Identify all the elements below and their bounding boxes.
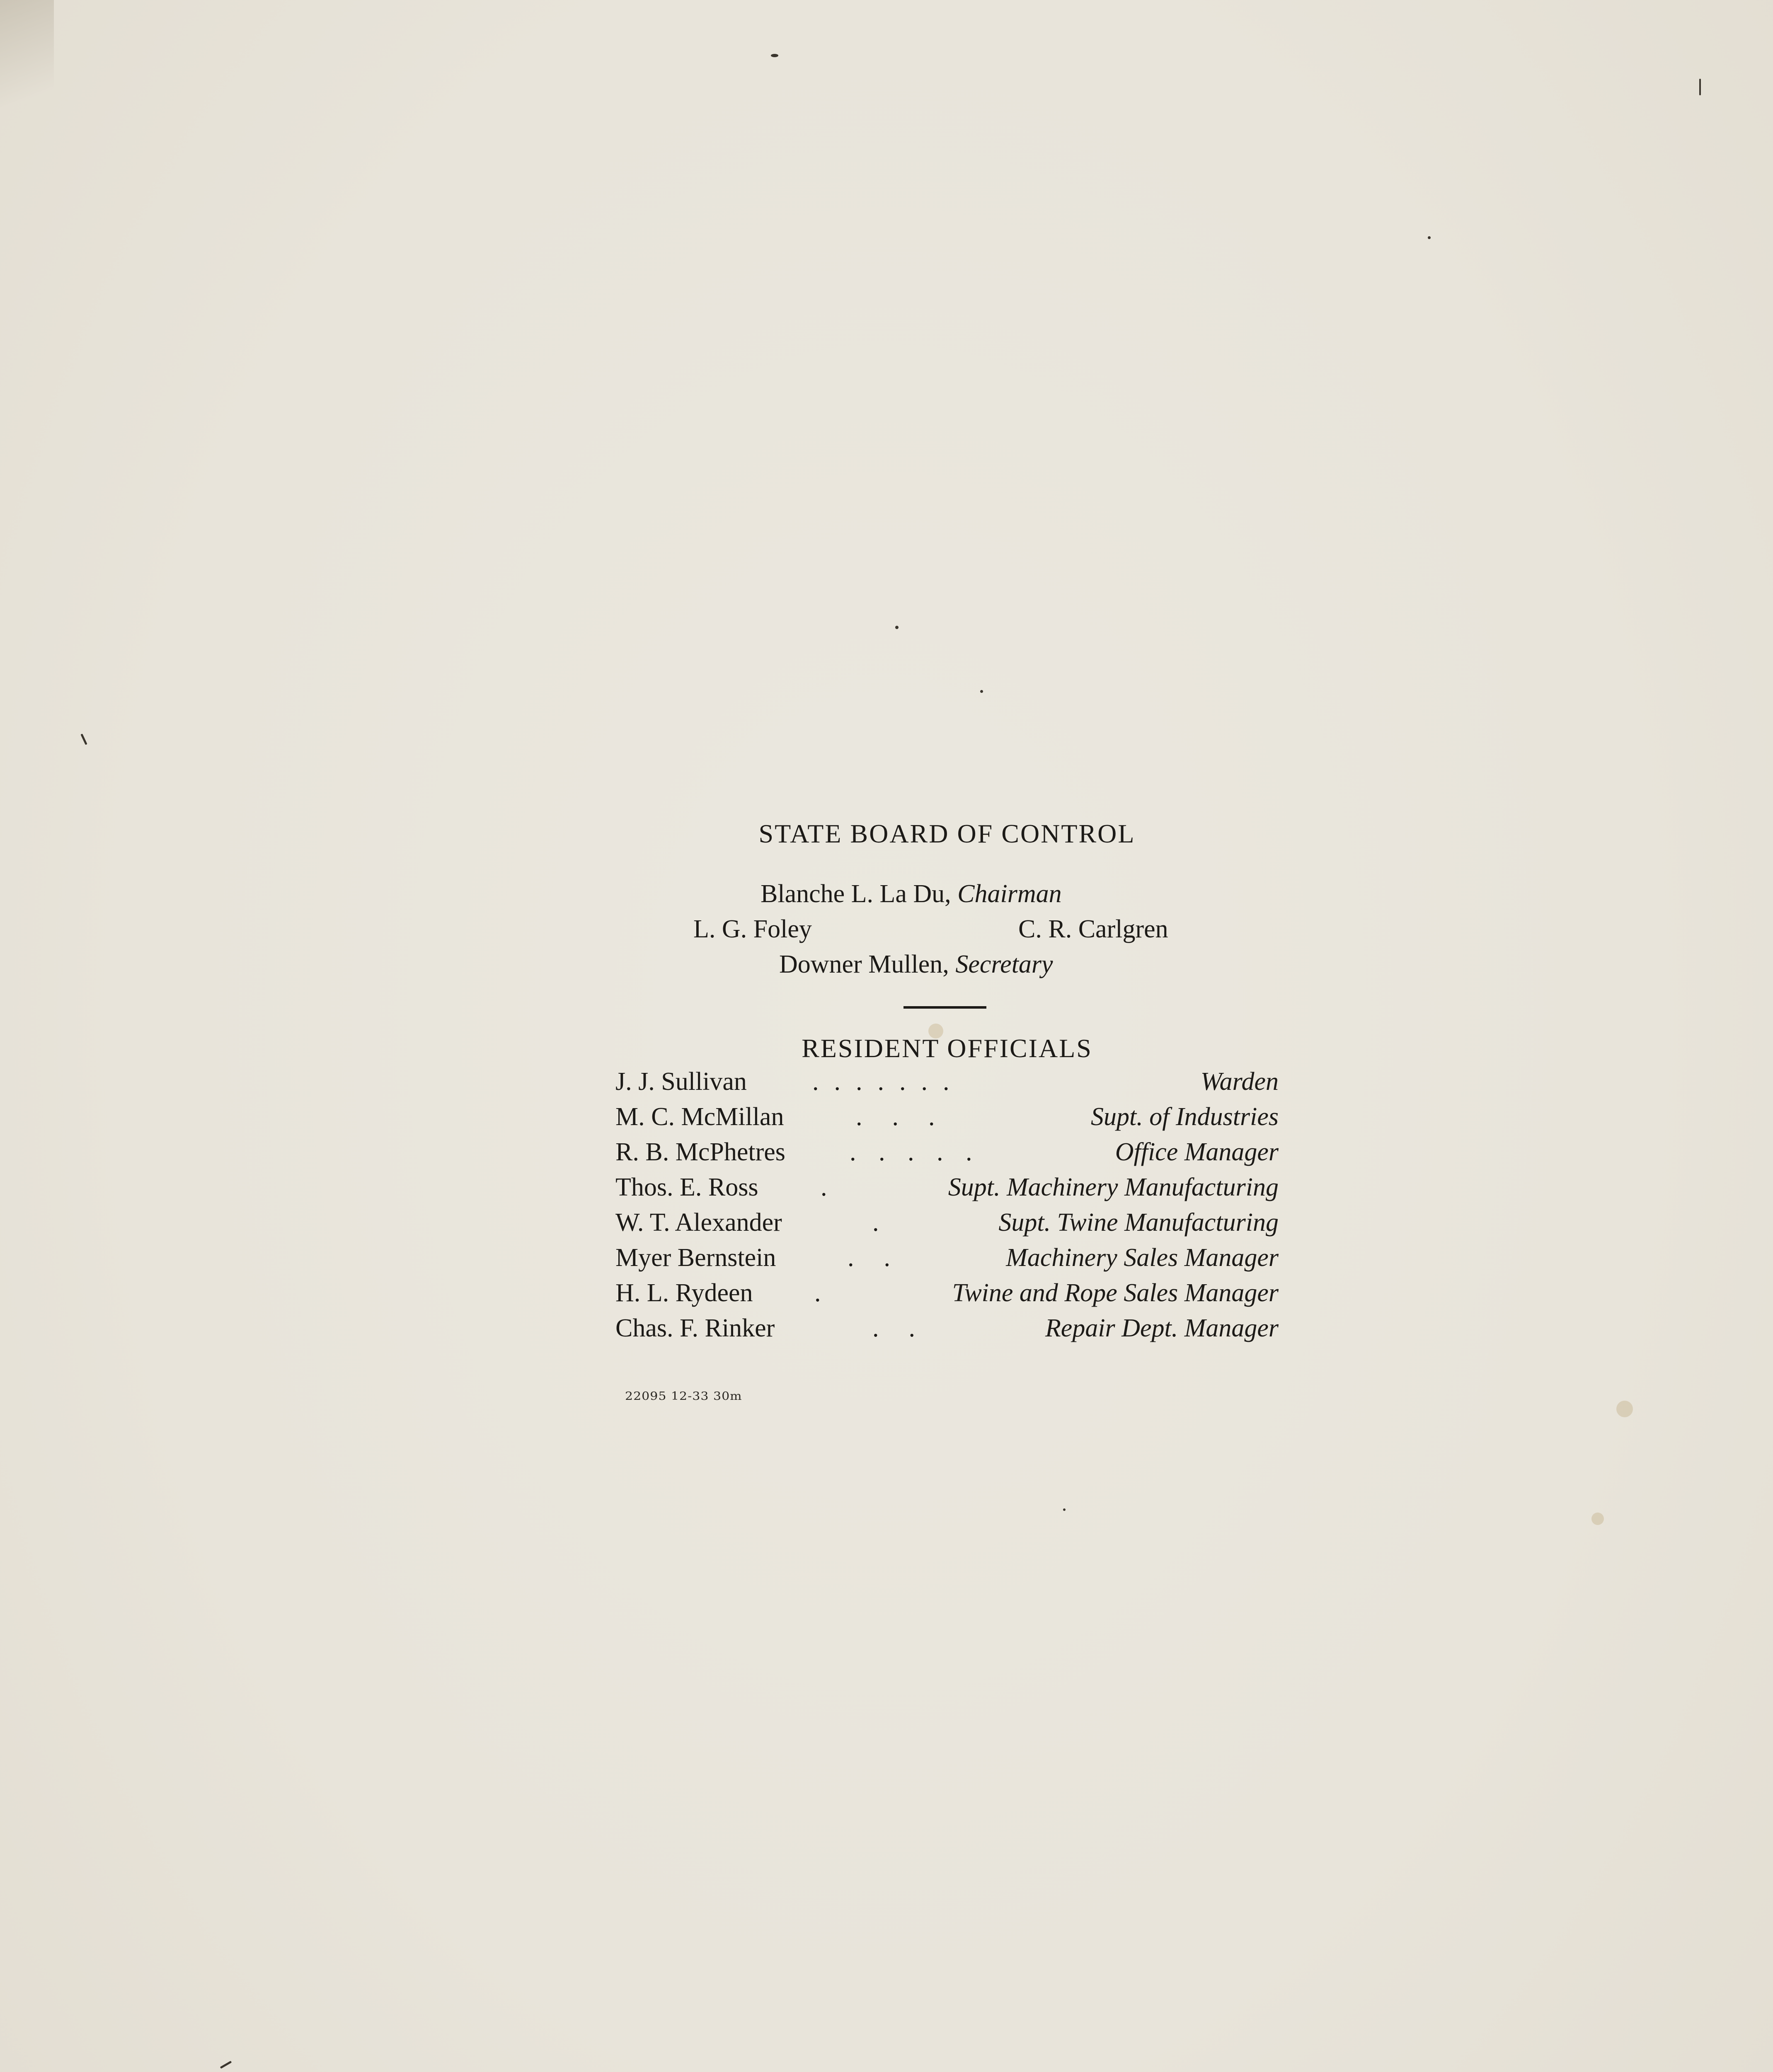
- officials-list: [615, 1067, 1279, 1349]
- dot-leader: . . . . . . .: [812, 1067, 950, 1096]
- official-name: R. B. McPhetres: [615, 1138, 785, 1166]
- official-row: [615, 1067, 1279, 1102]
- secretary-name: Downer Mullen,: [779, 950, 949, 978]
- board-heading: STATE BOARD OF CONTROL: [758, 819, 1136, 848]
- board-chairman-line: [761, 879, 1062, 909]
- dot-leader: . .: [848, 1244, 891, 1272]
- board-secretary-line: [779, 950, 1053, 979]
- official-row: [615, 1138, 1279, 1173]
- paper-speck: [895, 626, 899, 629]
- paper-speck: [771, 54, 778, 57]
- printer-code: 22095 12-33 30m: [625, 1389, 742, 1403]
- paper-speck: [1063, 1508, 1066, 1511]
- section-divider: [903, 1006, 986, 1009]
- paper-speck: [1699, 79, 1701, 95]
- paper-speck: [80, 733, 87, 745]
- chairman-name: Blanche L. La Du,: [761, 880, 951, 908]
- board-member-right: C. R. Carlgren: [1018, 915, 1168, 943]
- paper-speck: [220, 2061, 232, 2069]
- official-row: [615, 1102, 1279, 1138]
- official-title: Machinery Sales Manager: [1006, 1244, 1279, 1272]
- official-title: Supt. of Industries: [1091, 1103, 1279, 1131]
- dot-leader: .: [872, 1208, 880, 1237]
- official-title: Twine and Rope Sales Manager: [952, 1279, 1279, 1307]
- paper-speck: [980, 690, 983, 693]
- official-row: [615, 1278, 1279, 1314]
- official-name: Chas. F. Rinker: [615, 1314, 775, 1342]
- official-row: [615, 1208, 1279, 1243]
- official-title: Supt. Machinery Manufacturing: [948, 1173, 1279, 1201]
- official-row: [615, 1314, 1279, 1349]
- paper-stain: [1616, 1401, 1633, 1417]
- official-name: W. T. Alexander: [615, 1208, 782, 1237]
- official-name: Thos. E. Ross: [615, 1173, 758, 1201]
- official-title: Repair Dept. Manager: [1045, 1314, 1279, 1342]
- official-title: Warden: [1200, 1067, 1279, 1096]
- official-name: J. J. Sullivan: [615, 1067, 747, 1096]
- official-name: M. C. McMillan: [615, 1103, 784, 1131]
- dot-leader: . .: [872, 1314, 916, 1342]
- secretary-role: Secretary: [955, 950, 1053, 978]
- dot-leader: . . .: [856, 1103, 936, 1131]
- official-name: Myer Bernstein: [615, 1244, 776, 1272]
- dot-leader: .: [821, 1173, 828, 1201]
- chairman-role: Chairman: [957, 880, 1062, 908]
- dot-leader: .: [814, 1279, 822, 1307]
- official-row: [615, 1173, 1279, 1208]
- paper-stain: [1591, 1513, 1604, 1525]
- dot-leader: . . . . .: [850, 1138, 973, 1166]
- official-name: H. L. Rydeen: [615, 1279, 753, 1307]
- officials-heading: RESIDENT OFFICIALS: [802, 1034, 1092, 1063]
- official-title: Supt. Twine Manufacturing: [998, 1208, 1279, 1237]
- official-row: [615, 1243, 1279, 1278]
- corner-shadow: [0, 0, 54, 137]
- official-title: Office Manager: [1115, 1138, 1279, 1166]
- board-member-left: L. G. Foley: [693, 915, 812, 943]
- paper-speck: [1428, 236, 1431, 239]
